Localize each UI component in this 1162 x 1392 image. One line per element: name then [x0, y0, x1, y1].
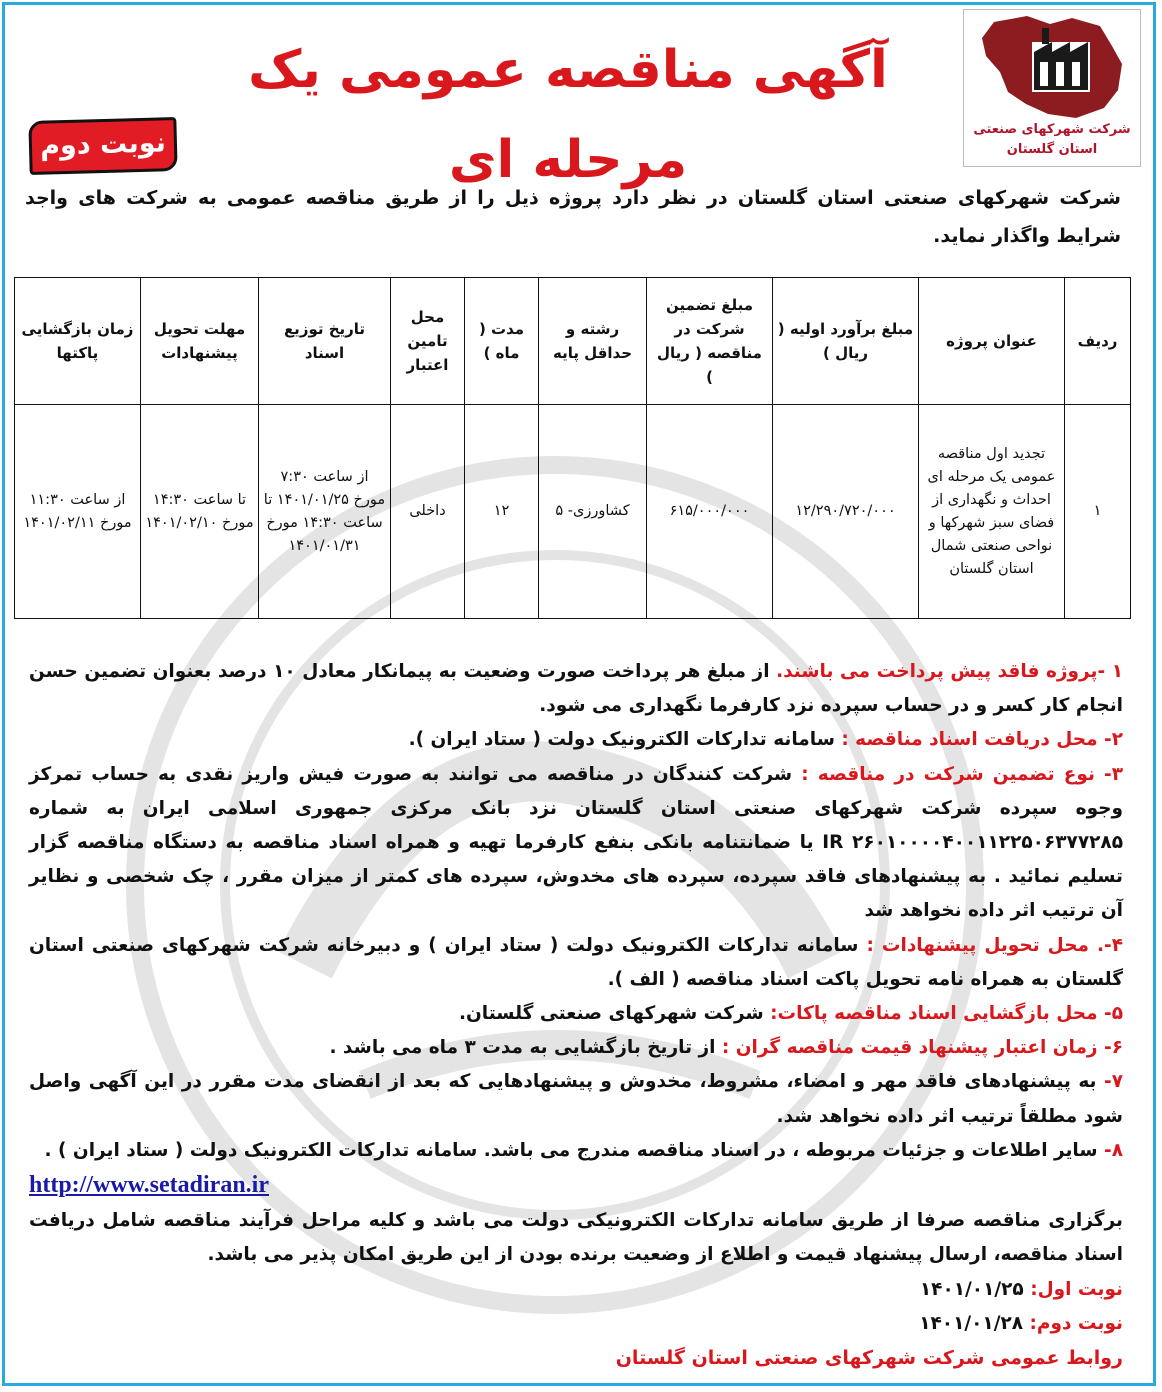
cell-field: کشاورزی- ۵	[539, 405, 647, 619]
condition-item-3: ۳- نوع تضمین شرکت در مناقصه : شرکت کنندگان در مناقصه می توانند به صورت فیش واریز نقدی به حساب تمرکز وجوه سپرده شرکت شهرکهای صنعتی استان گلستان نزد بانک مرکزی جمهوری اسلامی ایران به شماره ۲۶۰۱۰۰۰۰۴۰۰۱۱۲۲۵۰۶۳۷۷۲۸۵ IR یا ضمانتنامه بانکی بنفع کارفرما تهیه و همراه اسناد مناقصه به دستگاه مناقصه گزار تسلیم نمائید . به پیشنهادهای فاقد سپرده، سپرده های مخدوش، سپرده های کمتر از میزان مقرر ، چک شخصی و نظایر آن ترتیب اثر داده نخواهد شد	[29, 763, 1123, 922]
logo-caption-line1: شرکت شهرکهای صنعتی	[973, 122, 1131, 137]
announcement-frame	[2, 2, 1156, 1386]
stage-badge: نوبت دوم	[28, 117, 177, 175]
cell-duration: ۱۲	[465, 405, 539, 619]
signature: روابط عمومی شرکت شهرکهای صنعتی استان گلستان	[615, 1347, 1123, 1370]
header-project: عنوان پروژه	[919, 278, 1065, 405]
intro-paragraph: شرکت شهرکهای صنعتی استان گلستان در نظر دارد پروژه ذیل را از طریق مناقصه عمومی به شرکت های واجد شرایط واگذار نماید.	[25, 187, 1121, 247]
condition-item-6: ۶- زمان اعتبار پیشنهاد قیمت مناقصه گران : از تاریخ بازگشایی به مدت ۳ ماه می باشد .	[329, 1037, 1123, 1059]
cell-estimate: ۱۲/۲۹۰/۷۲۰/۰۰۰	[773, 405, 919, 619]
header-index: ردیف	[1065, 278, 1131, 405]
condition-item-5: ۵- محل بازگشایی اسناد مناقصه پاکات: شرکت شهرکهای صنعتی گلستان.	[458, 1003, 1123, 1025]
tender-table	[14, 277, 1131, 619]
header-funding: محل تامین اعتبار	[391, 278, 465, 405]
condition-item-4: ۴-. محل تحویل پیشنهادات : سامانه تدارکات الکترونیک دولت ( ستاد ایران ) و دبیرخانه شرکت شهرکهای صنعتی استان گلستان به همراه نامه تحویل پاکت اسناد مناقصه ( الف ).	[29, 934, 1123, 990]
closing-paragraph: برگزاری مناقصه صرفا از طریق سامانه تدارکات الکترونیکی دولت می باشد و کلیه مراحل فرآیند مناقصه شامل دریافت اسناد مناقصه، ارسال پیشنهاد قیمت و اطلاع از وضعیت برنده بودن از این طریق امکان پذیر می باشد.	[29, 1210, 1123, 1266]
logo-caption-line2: استان گلستان	[1006, 142, 1098, 157]
header-estimate: مبلغ برآورد اولیه ( ریال )	[773, 278, 919, 405]
header-distribution: تاریخ توزیع اسناد	[259, 278, 391, 405]
header-duration: مدت ( ماه )	[465, 278, 539, 405]
setadiran-link[interactable]: http://www.setadiran.ir	[29, 1172, 269, 1199]
cell-funding: داخلی	[391, 405, 465, 619]
cell-opening: از ساعت ۱۱:۳۰ مورخ ۱۴۰۱/۰۲/۱۱	[15, 405, 141, 619]
header-deadline: مهلت تحویل پیشنهادات	[141, 278, 259, 405]
page-title: آگهی مناقصه عمومی یک مرحله ای	[248, 40, 888, 190]
iran-map-factory-icon	[972, 12, 1132, 124]
condition-item-1: ۱ -پروژه فاقد پیش پرداخت می باشند. از مبلغ هر پرداخت صورت وضعیت به پیمانکار معادل ۱۰ درصد بعنوان تضمین حسن انجام کار کسر و در حساب سپرده نزد کارفرما نگهداری می شود.	[29, 661, 1123, 717]
company-logo	[963, 9, 1141, 167]
header-opening: زمان بازگشایی پاکتها	[15, 278, 141, 405]
cell-guarantee: ۶۱۵/۰۰۰/۰۰۰	[647, 405, 773, 619]
conditions-text	[29, 655, 1123, 1375]
cell-index: ۱	[1065, 405, 1131, 619]
cell-project: تجدید اول مناقصه عمومی یک مرحله ای احداث و نگهداری از فضای سبز شهرکها و نواحی صنعتی شمال استان گلستان	[919, 405, 1065, 619]
table-header-row	[15, 278, 1131, 405]
condition-item-8: ۸- سایر اطلاعات و جزئیات مربوطه ، در اسناد مناقصه مندرج می باشد. سامانه تدارکات الکترونیک دولت ( ستاد ایران ) .	[44, 1139, 1123, 1161]
cell-deadline: تا ساعت ۱۴:۳۰ مورخ ۱۴۰۱/۰۲/۱۰	[141, 405, 259, 619]
condition-item-2: ۲- محل دریافت اسناد مناقصه : سامانه تدارکات الکترونیک دولت ( ستاد ایران ).	[408, 729, 1123, 751]
header-field: رشته و حداقل پایه	[539, 278, 647, 405]
cell-distribution: از ساعت ۷:۳۰ مورخ ۱۴۰۱/۰۱/۲۵ تا ساعت ۱۴:۳۰ مورخ ۱۴۰۱/۰۱/۳۱	[259, 405, 391, 619]
condition-item-7: ۷- به پیشنهادهای فاقد مهر و امضاء، مشروط، مخدوش و پیشنهادهایی که بعد از انقضای مدت مقرر در این آگهی واصل شود مطلقاً ترتیب اثر داده نخواهد شد.	[29, 1071, 1123, 1127]
first-publish-date: نوبت اول: ۱۴۰۱/۰۱/۲۵	[919, 1278, 1123, 1300]
header-guarantee: مبلغ تضمین شرکت در مناقصه ( ریال )	[647, 278, 773, 405]
table-row	[15, 405, 1131, 619]
second-publish-date: نوبت دوم: ۱۴۰۱/۰۱/۲۸	[919, 1312, 1123, 1334]
